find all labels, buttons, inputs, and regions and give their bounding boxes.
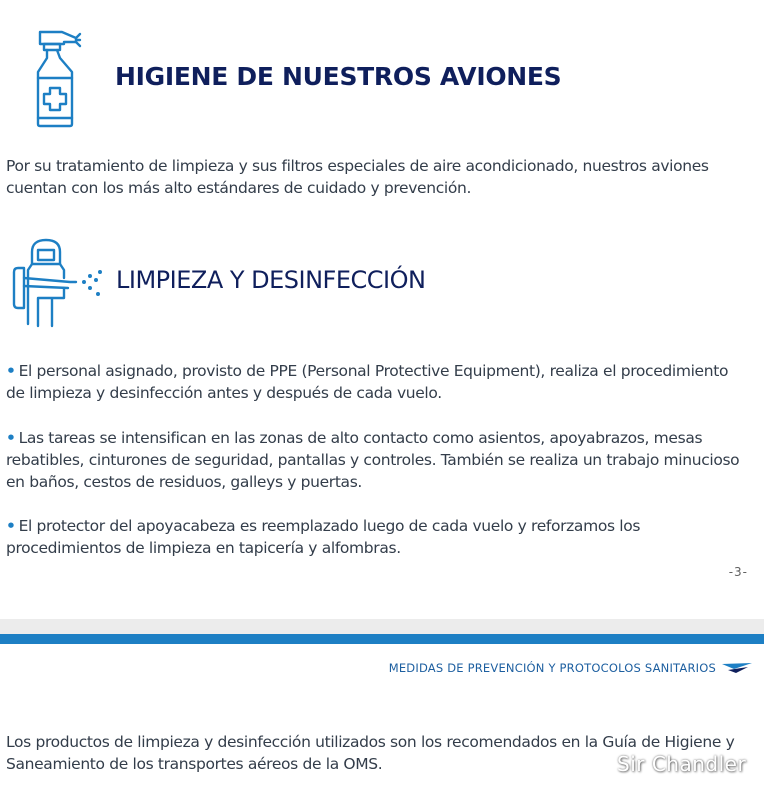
spray-bottle-icon <box>30 28 82 134</box>
bullet-dot: • <box>6 517 16 535</box>
bullet-dot: • <box>6 429 16 447</box>
bullet-text: El protector del apoyacabeza es reemplazado luego de cada vuelo y reforzamos los procedimientos de limpieza en tapicería y alfombras. <box>6 517 641 557</box>
page-divider <box>0 619 764 634</box>
intro-paragraph: Por su tratamiento de limpieza y sus filtros especiales de aire acondicionado, nuestros aviones cuentan con los más alto estándares de cuidado y prevención. <box>6 157 709 197</box>
bullet-item-ppe <box>6 360 751 404</box>
products-paragraph: Los productos de limpieza y desinfección utilizados son los recomendados en la Guía de Higiene y Saneamiento de los transportes aéreos de la OMS. <box>6 733 735 773</box>
page-header-bar <box>0 634 764 644</box>
bullet-item-apoyacabeza <box>6 515 751 559</box>
hazmat-worker-icon <box>10 238 106 334</box>
bullet-text: Las tareas se intensifican en las zonas de alto contacto como asientos, apoyabrazos, mesas rebatibles, cinturones de seguridad, pantallas y controles. También se realiza un trabajo minucioso en baños, cestos de residuos, galleys y puertas. <box>6 429 740 491</box>
bullet-text: El personal asignado, provisto de PPE (Personal Protective Equipment), realiza el procedimiento de limpieza y desinfección antes y después de cada vuelo. <box>6 362 729 402</box>
bullet-item-tareas <box>6 427 751 493</box>
page-number: -3- <box>728 565 748 579</box>
section-title-limpieza: LIMPIEZA Y DESINFECCIÓN <box>116 266 426 294</box>
watermark: Sir Chandler <box>617 752 747 776</box>
page-header-label: MEDIDAS DE PREVENCIÓN Y PROTOCOLOS SANITARIOS <box>388 661 716 675</box>
airline-logo-icon <box>722 660 752 679</box>
section-title-higiene: HIGIENE DE NUESTROS AVIONES <box>115 62 562 91</box>
bullet-dot: • <box>6 362 16 380</box>
